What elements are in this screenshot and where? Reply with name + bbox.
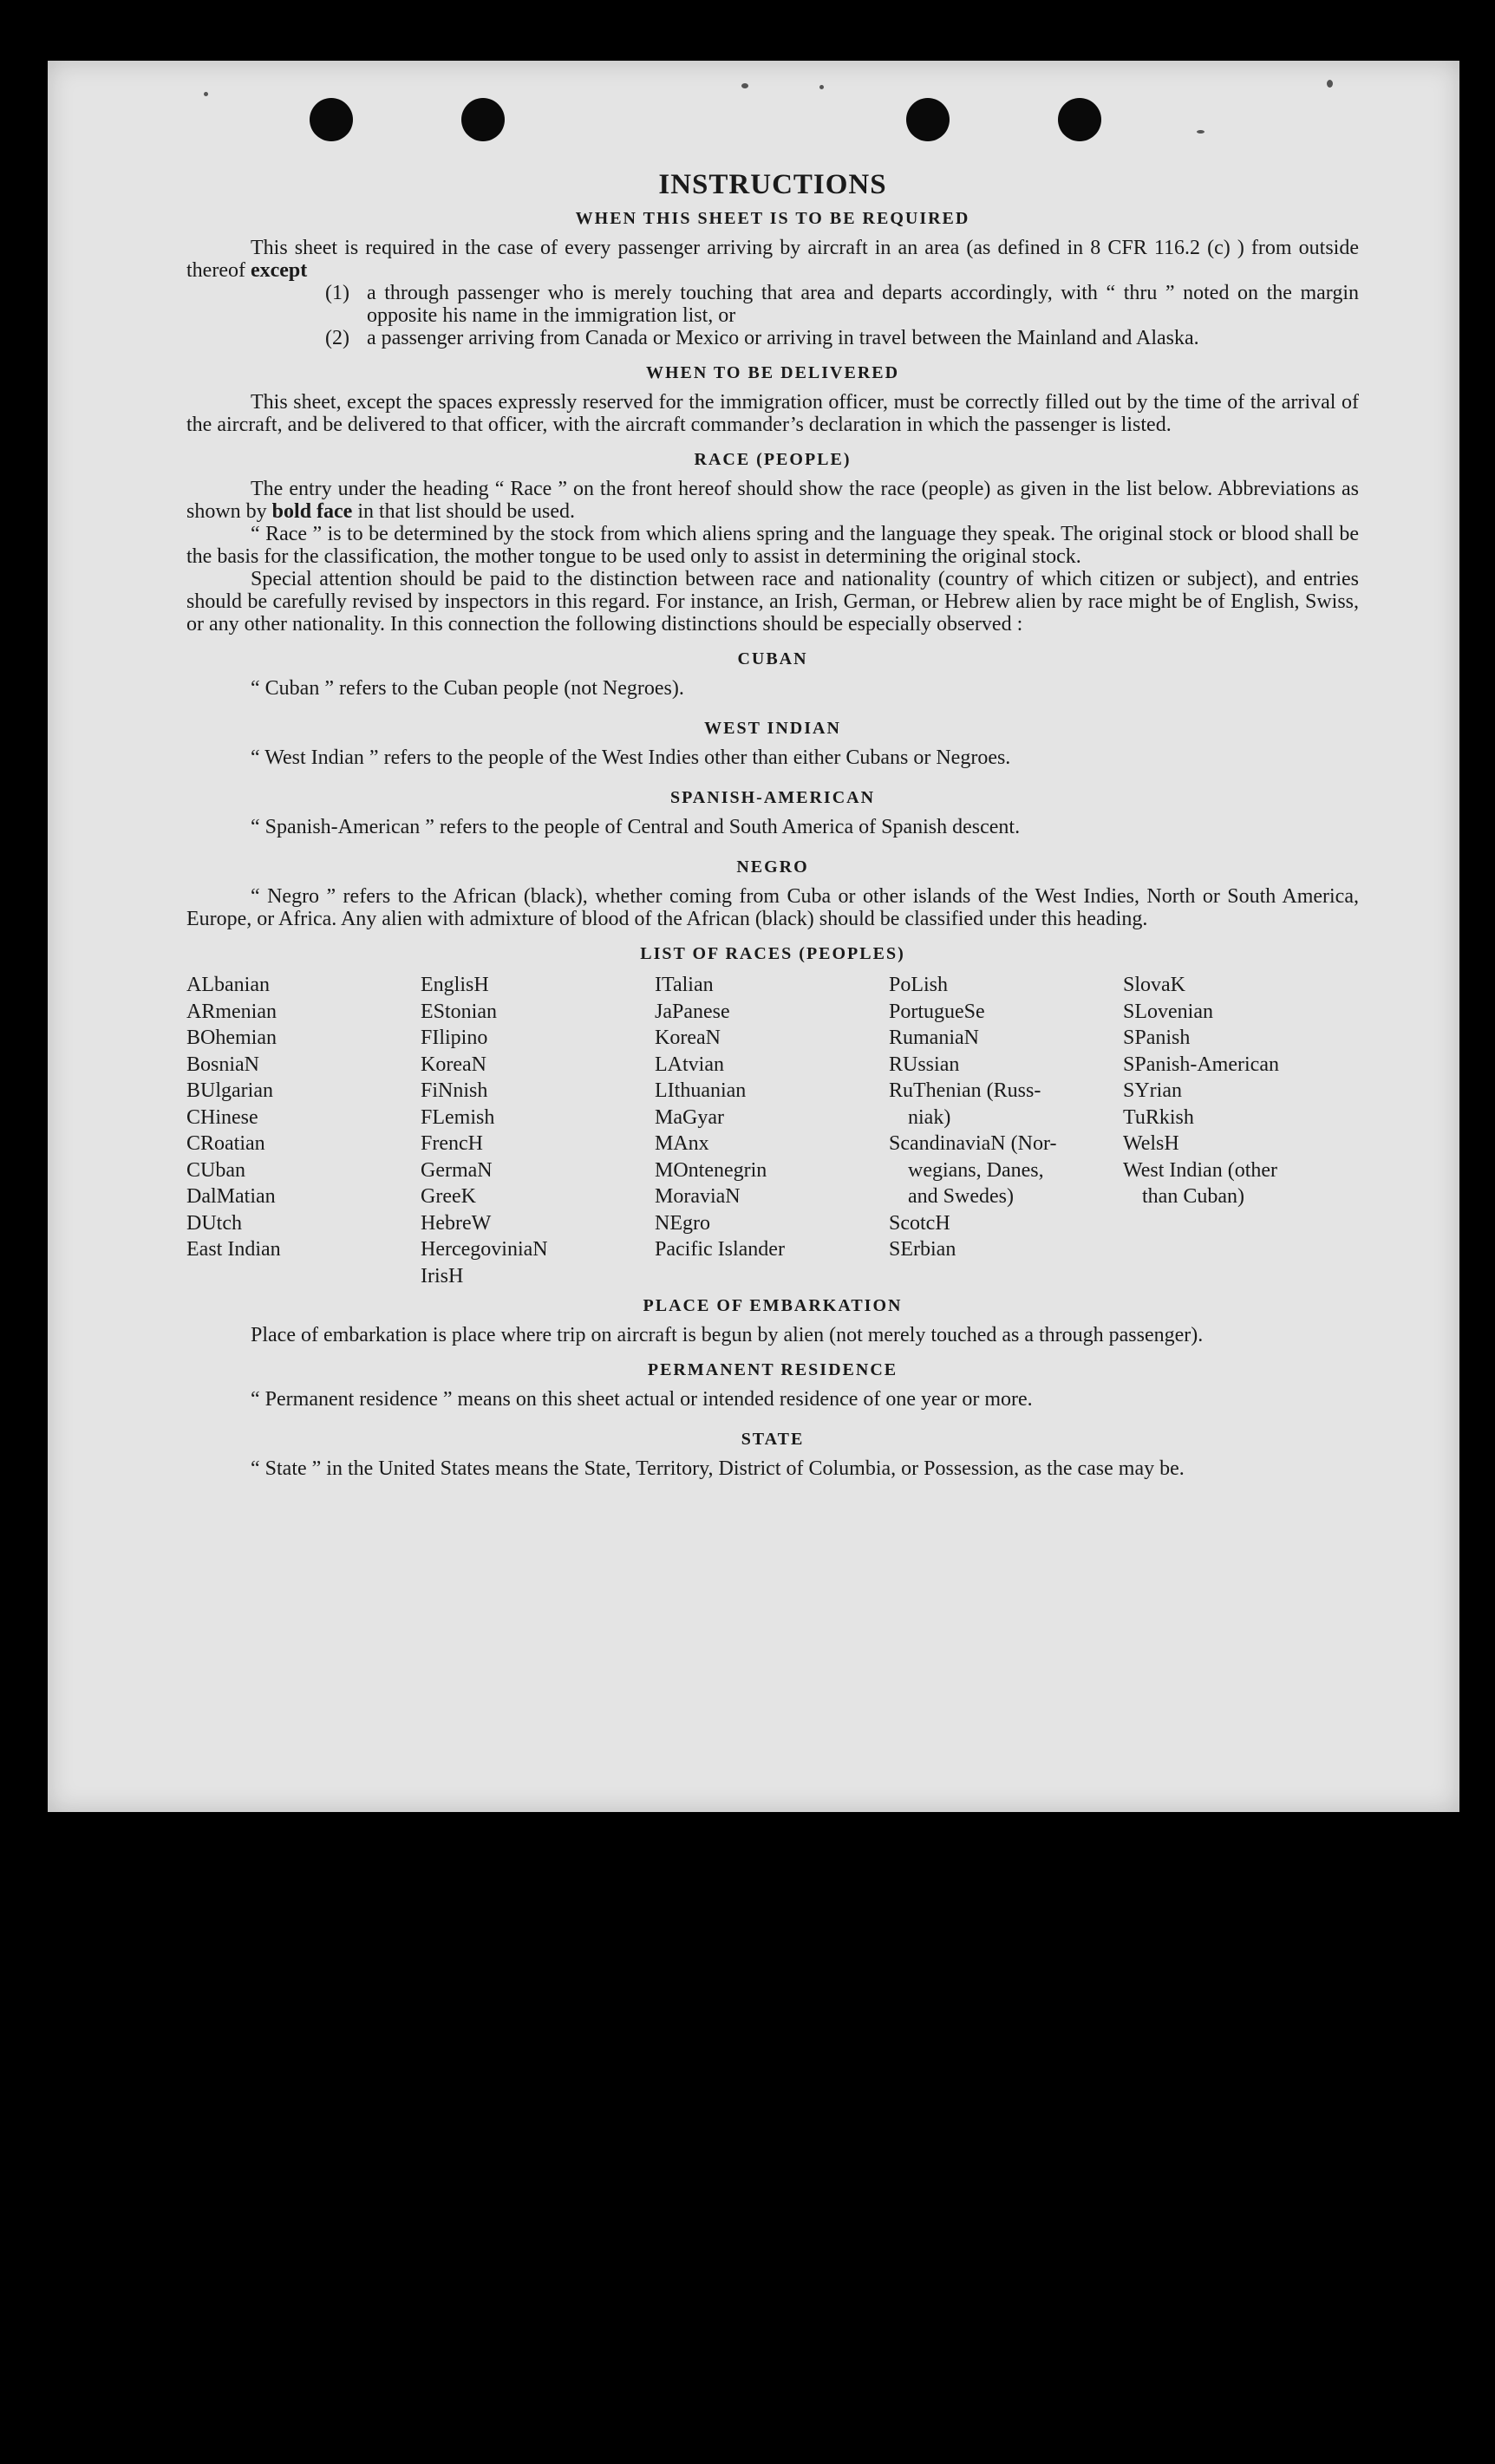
heading-when-delivered: WHEN TO BE DELIVERED [645, 363, 900, 382]
race-paragraph-2: “ Race ” is to be determined by the stock from which aliens spring and the language they speak. The original stock or blood shall be the basis for the classification, the mother tongue to be used only to assist in determining the original stock. [186, 523, 1359, 568]
exception-item-1 [186, 282, 1359, 327]
race-entry: NEgro [655, 1211, 710, 1235]
race-entry: Pacific Islander [655, 1238, 785, 1261]
race-entry: MOntenegrin [655, 1158, 767, 1182]
west-indian-text: “ West Indian ” refers to the people of the West Indies other than either Cubans or Negroes. [251, 746, 1011, 769]
exception-number: (2) [325, 327, 349, 349]
page-title: INSTRUCTIONS [658, 169, 887, 200]
heading-negro: NEGRO [736, 857, 809, 877]
race-entry: GreeK [421, 1185, 476, 1208]
speck [1197, 130, 1204, 134]
exception-text: a through passenger who is merely touching that area and departs accordingly, with “ thru ” noted on the margin opposite his name in the immigration list, or [367, 282, 1359, 327]
speck [204, 92, 208, 96]
document-page [48, 61, 1459, 1812]
race-entry: BOhemian [186, 1027, 277, 1049]
punch-hole [906, 98, 950, 141]
race-p1-bold: bold face [271, 500, 353, 523]
race-entry: FiNnish [421, 1079, 488, 1102]
race-entry: FrencH [421, 1132, 483, 1155]
race-column-1 [186, 972, 421, 1289]
race-p1-start: The entry under the heading “ Race ” on the front hereof should show the race (people) as given in the list below. Abbreviations as shown by [186, 478, 1359, 523]
race-entry: MAnx [655, 1132, 709, 1155]
race-entry: BosniaN [186, 1053, 259, 1076]
race-column-5 [1123, 972, 1357, 1289]
negro-text: “ Negro ” refers to the African (black), whether coming from Cuba or other islands of the West Indies, North or South America, Europe, or Africa. Any alien with admixture of blood of the African (black) should be classified under this heading. [186, 885, 1359, 930]
heading-race: RACE (PEOPLE) [694, 450, 852, 469]
heading-list-of-races: LIST OF RACES (PEOPLES) [640, 944, 905, 963]
speck [741, 83, 748, 88]
race-entry: SPanish [1123, 1027, 1191, 1049]
instructions-body [186, 169, 1359, 1480]
delivered-text: This sheet, except the spaces expressly reserved for the immigration officer, must be correctly filled out by the time of the arrival of the aircraft, and be delivered to that officer, with the aircraft commander’s declaration in which the passenger is listed. [186, 391, 1359, 436]
race-entry: HercegoviniaN [421, 1238, 548, 1261]
punch-hole [1058, 98, 1101, 141]
race-entry: WelsH [1123, 1132, 1179, 1155]
race-entry: ARmenian [186, 1000, 277, 1023]
race-entry: FLemish [421, 1105, 495, 1129]
race-entry: West Indian (other [1123, 1158, 1278, 1182]
race-entry: HebreW [421, 1211, 492, 1235]
race-entry-continued: than Cuban) [1142, 1185, 1244, 1208]
race-entry: SErbian [889, 1238, 956, 1261]
spanish-american-text: “ Spanish-American ” refers to the people of Central and South America of Spanish descent. [251, 816, 1021, 838]
race-entry: RuThenian (Russ- [889, 1079, 1041, 1102]
speck [1327, 80, 1333, 88]
race-entry: DUtch [186, 1211, 242, 1235]
race-entry: FIlipino [421, 1027, 488, 1049]
embarkation-text: Place of embarkation is place where trip on aircraft is begun by alien (not merely touched as a through passenger). [251, 1324, 1204, 1346]
heading-cuban: CUBAN [737, 649, 808, 668]
race-entry: CUban [186, 1158, 245, 1182]
race-column-4 [889, 972, 1123, 1289]
race-entry: East Indian [186, 1238, 281, 1261]
speck [819, 85, 824, 89]
heading-when-required: WHEN THIS SHEET IS TO BE REQUIRED [575, 209, 970, 228]
race-entry: PortugueSe [889, 1000, 985, 1023]
heading-permanent-residence: PERMANENT RESIDENCE [647, 1360, 898, 1379]
race-entry: PoLish [889, 974, 949, 996]
race-entry: MoraviaN [655, 1185, 741, 1208]
heading-state: STATE [741, 1430, 805, 1449]
race-entry-continued: and Swedes) [908, 1185, 1014, 1208]
race-entry: KoreaN [655, 1027, 721, 1049]
state-text: “ State ” in the United States means the State, Territory, District of Columbia, or Possession, as the case may be. [251, 1457, 1185, 1480]
race-entry: EnglisH [421, 974, 489, 996]
heading-west-indian: WEST INDIAN [704, 719, 841, 738]
race-entry: IrisH [421, 1264, 464, 1287]
race-entry: JaPanese [655, 1000, 730, 1023]
race-entry: TuRkish [1123, 1105, 1194, 1129]
race-entry: ITalian [655, 974, 714, 996]
race-entry: CHinese [186, 1105, 258, 1129]
race-entry: RumaniaN [889, 1027, 979, 1049]
residence-text: “ Permanent residence ” means on this sheet actual or intended residence of one year or more. [251, 1388, 1033, 1411]
race-entry: LAtvian [655, 1053, 724, 1076]
punch-hole [310, 98, 353, 141]
race-entry: SYrian [1123, 1079, 1182, 1102]
race-entry: MaGyar [655, 1105, 724, 1129]
race-p1-end: in that list should be used. [357, 500, 575, 523]
race-entry: KoreaN [421, 1053, 486, 1076]
race-entry: ScandinaviaN (Nor- [889, 1132, 1057, 1155]
race-entry: DalMatian [186, 1185, 276, 1208]
race-column-2 [421, 972, 655, 1289]
exception-item-2 [186, 327, 1359, 349]
race-entry-continued: wegians, Danes, [908, 1158, 1044, 1182]
heading-embarkation: PLACE OF EMBARKATION [643, 1296, 903, 1315]
punch-hole [461, 98, 505, 141]
required-intro-bold: except [250, 259, 308, 282]
required-intro-text: This sheet is required in the case of every passenger arriving by aircraft in an area (as defined in 8 CFR 116.2 (c) ) from outside thereof [186, 237, 1359, 282]
race-entry: EStonian [421, 1000, 497, 1023]
race-entry: GermaN [421, 1158, 493, 1182]
exception-text: a passenger arriving from Canada or Mexico or arriving in travel between the Mainland and Alaska. [367, 327, 1199, 349]
race-paragraph-1 [186, 478, 1359, 523]
race-entry: SlovaK [1123, 974, 1185, 996]
race-entry: RUssian [889, 1053, 960, 1076]
race-entry-continued: niak) [908, 1105, 951, 1129]
race-paragraph-3: Special attention should be paid to the distinction between race and nationality (country of which citizen or subject), and entries should be carefully revised by inspectors in this regard. For instance, an Irish, German, or Hebrew alien by race might be of English, Swiss, or any other nationality. In this connection the following distinctions should be especially observed : [186, 568, 1359, 636]
race-column-3 [655, 972, 889, 1289]
race-entry: ALbanian [186, 974, 270, 996]
race-entry: BUlgarian [186, 1079, 273, 1102]
race-entry: SPanish-American [1123, 1053, 1279, 1076]
cuban-text: “ Cuban ” refers to the Cuban people (not Negroes). [251, 677, 684, 700]
heading-spanish-american: SPANISH-AMERICAN [669, 788, 876, 807]
race-entry: ScotcH [889, 1211, 950, 1235]
required-intro [186, 237, 1359, 282]
race-entry: LIthuanian [655, 1079, 747, 1102]
race-entry: CRoatian [186, 1132, 265, 1155]
exception-number: (1) [325, 282, 349, 304]
race-entry: SLovenian [1123, 1000, 1213, 1023]
race-list [186, 972, 1359, 1289]
